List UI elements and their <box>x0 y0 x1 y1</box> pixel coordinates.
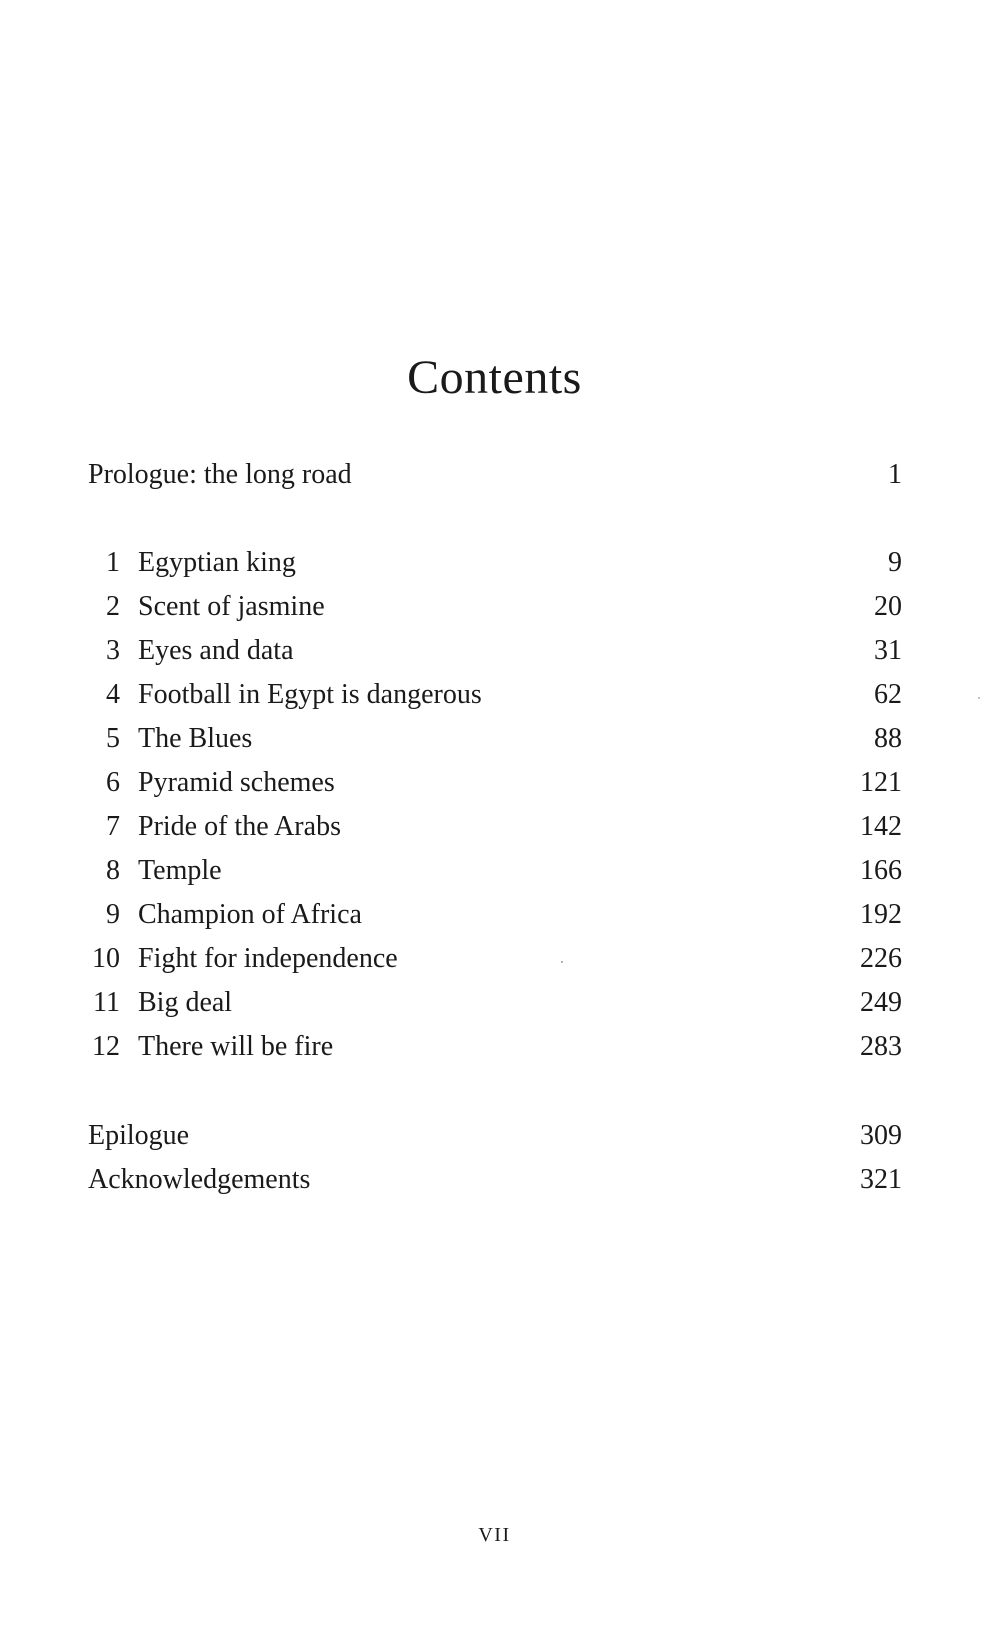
chapter-page: 121 <box>860 767 902 798</box>
toc-entry-chapter-9[interactable] <box>88 895 902 935</box>
chapter-page: 9 <box>888 547 902 578</box>
chapter-title: The Blues <box>138 723 253 754</box>
chapter-title: Scent of jasmine <box>138 591 325 622</box>
chapter-page: 249 <box>860 987 902 1018</box>
page-number-folio: VII <box>478 1524 511 1546</box>
chapter-title: Pride of the Arabs <box>138 811 341 842</box>
toc-entry-page: 309 <box>860 1120 902 1151</box>
chapter-page: 283 <box>860 1031 902 1062</box>
toc-entry-chapter-3[interactable] <box>88 631 902 671</box>
chapter-page: 226 <box>860 943 902 974</box>
chapter-number: 7 <box>106 811 120 842</box>
toc-entry-chapter-5[interactable] <box>88 719 902 759</box>
scan-speck <box>978 697 980 699</box>
chapter-page: 20 <box>874 591 902 622</box>
chapter-number: 5 <box>106 723 120 754</box>
toc-entry-title: Prologue: the long road <box>88 459 352 490</box>
chapter-title: Fight for independence <box>138 943 398 974</box>
page-title: Contents <box>407 351 582 405</box>
toc-entry-chapter-12[interactable] <box>88 1027 902 1067</box>
chapter-number: 10 <box>92 943 120 974</box>
toc-entry-chapter-7[interactable] <box>88 807 902 847</box>
toc-entry-chapter-10[interactable] <box>88 939 902 979</box>
chapter-number: 8 <box>106 855 120 886</box>
chapter-number: 6 <box>106 767 120 798</box>
chapter-number: 4 <box>106 679 120 710</box>
toc-entry-page: 1 <box>888 459 902 490</box>
toc-entry-prologue[interactable] <box>88 455 902 495</box>
toc-entry-epilogue[interactable] <box>88 1116 902 1156</box>
chapter-number: 1 <box>106 547 120 578</box>
chapter-number: 9 <box>106 899 120 930</box>
toc-entry-chapter-6[interactable] <box>88 763 902 803</box>
toc-entry-title: Acknowledgements <box>88 1164 311 1195</box>
chapter-title: Big deal <box>138 987 233 1018</box>
chapter-title: There will be fire <box>138 1031 334 1062</box>
chapter-page: 166 <box>860 855 902 886</box>
toc-entry-page: 321 <box>860 1164 902 1195</box>
chapter-title: Champion of Africa <box>138 899 362 930</box>
chapter-number: 3 <box>106 635 120 666</box>
chapter-page: 88 <box>874 723 902 754</box>
toc-entry-title: Epilogue <box>88 1120 190 1151</box>
chapter-number: 2 <box>106 591 120 622</box>
chapter-title: Football in Egypt is dangerous <box>138 679 482 710</box>
toc-entry-chapter-4[interactable] <box>88 675 902 715</box>
chapter-page: 62 <box>874 679 902 710</box>
scan-speck <box>561 961 563 963</box>
toc-entry-chapter-11[interactable] <box>88 983 902 1023</box>
chapter-number: 11 <box>93 987 120 1018</box>
chapter-page: 31 <box>874 635 902 666</box>
chapter-number: 12 <box>92 1031 120 1062</box>
chapter-title: Egyptian king <box>138 547 296 578</box>
chapter-page: 192 <box>860 899 902 930</box>
chapter-title: Temple <box>138 855 222 886</box>
toc-entry-chapter-1[interactable] <box>88 543 902 583</box>
toc-entry-chapter-2[interactable] <box>88 587 902 627</box>
toc-entry-acknowledgements[interactable] <box>88 1160 902 1200</box>
chapter-page: 142 <box>860 811 902 842</box>
chapter-title: Pyramid schemes <box>138 767 335 798</box>
toc-entry-chapter-8[interactable] <box>88 851 902 891</box>
chapter-title: Eyes and data <box>138 635 294 666</box>
